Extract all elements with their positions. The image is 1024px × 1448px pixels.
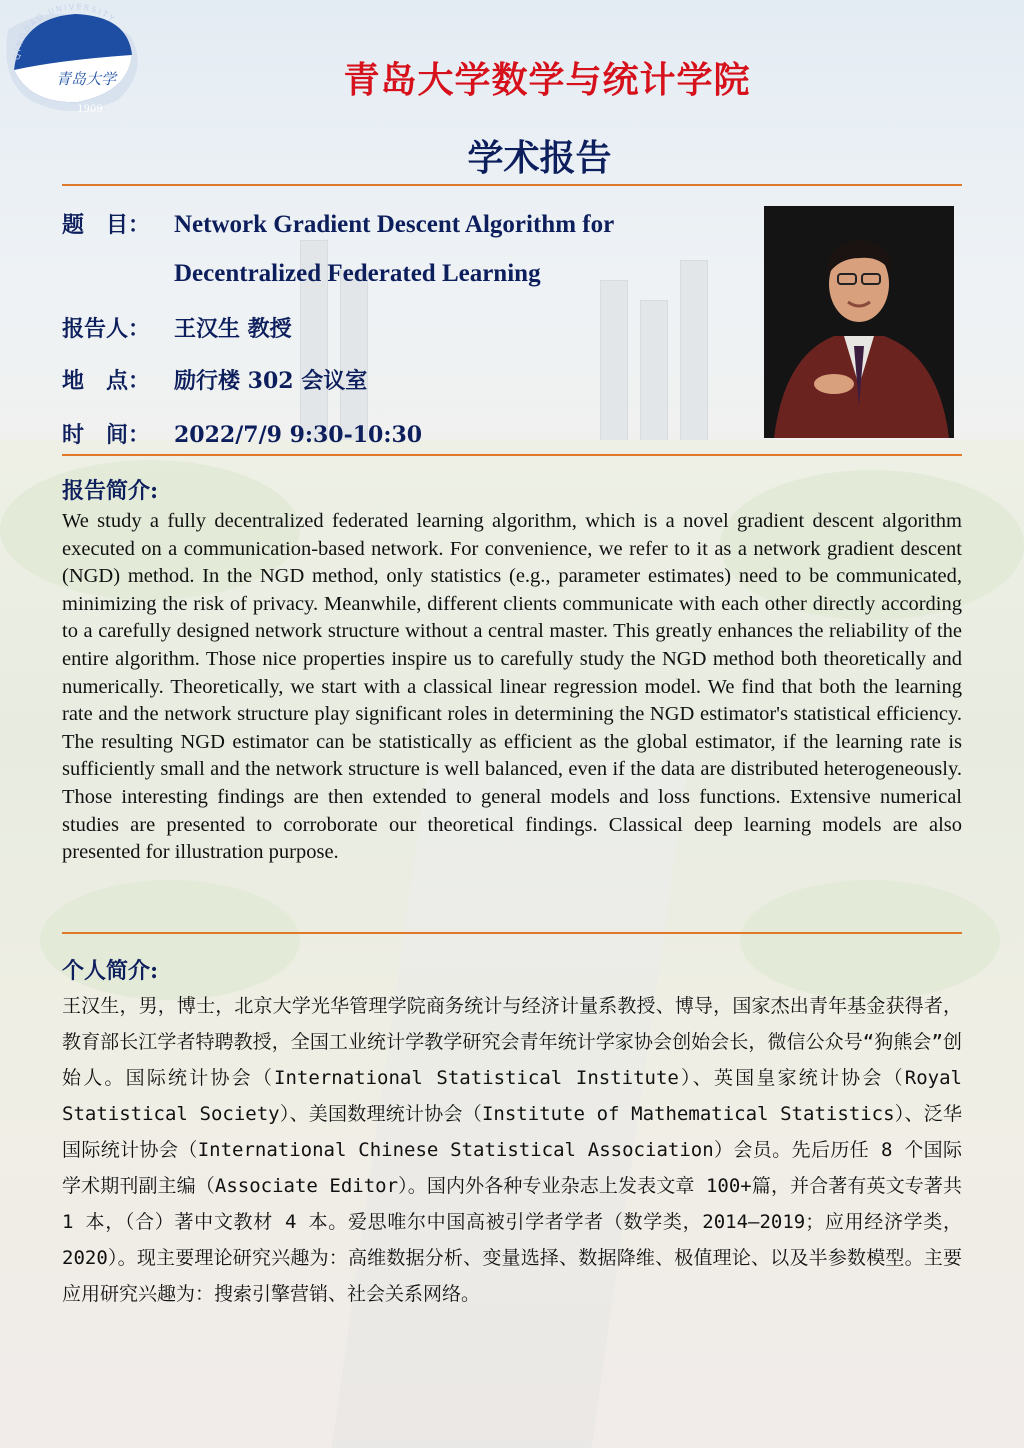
talk-title-row bbox=[62, 208, 614, 239]
divider-bottom bbox=[62, 932, 962, 934]
college-title: 青岛大学数学与统计学院 bbox=[343, 59, 751, 101]
speaker-name: 王汉生 教授 bbox=[174, 316, 292, 342]
event-type-title: 学术报告 bbox=[467, 137, 612, 179]
logo-year: 1909 bbox=[77, 104, 103, 115]
bio-text: 王汉生，男，博士，北京大学光华管理学院商务统计与经济计量系教授、博导，国家杰出青年基金获得者，教育部长江学者特聘教授，全国工业统计学教学研究会青年统计学家协会创始会长，微信公众号“狗熊会”创始人。国际统计协会（International Statistical Institute）、英国皇家统计协会（Royal Statistical Society）、美国数理统计协会（Institute of Mathematical Statistics）、泛华国际统计协会（International Chinese Statistical Association）会员。先后历任 8 个国际学术期刊副主编（Associate Editor）。国内外各种专业杂志上发表文章 100+篇，并合著有英文专著共 1 本，（合）著中文教材 4 本。爱思唯尔中国高被引学者学者（数学类，2014—2019；应用经济学类，2020）。现主要理论研究兴趣为：高维数据分析、变量选择、数据降维、极值理论、以及半参数模型。主要应用研究兴趣为：搜索引擎营销、社会关系网络。 bbox=[62, 995, 962, 1305]
speaker-photo bbox=[764, 206, 954, 438]
time-row bbox=[62, 418, 422, 449]
divider-top bbox=[62, 184, 962, 186]
venue-value: 励行楼 302 会议室 bbox=[174, 368, 368, 394]
time-label: 时 间： bbox=[62, 422, 151, 448]
logo-ring-text: QINGDAO UNIVERSITY bbox=[12, 2, 118, 61]
time-value: 2022/7/9 9:30-10:30 bbox=[174, 422, 423, 448]
bio-heading: 个人简介: bbox=[62, 958, 159, 984]
talk-title-row-2 bbox=[174, 260, 541, 288]
venue-label: 地 点： bbox=[62, 368, 151, 394]
divider-middle bbox=[62, 454, 962, 456]
talk-title-line2: Decentralized Federated Learning bbox=[174, 260, 541, 287]
abstract-text: We study a fully decentralized federated learning algorithm, which is a novel gradient descent algorithm executed on a communication-based network. For convenience, we refer to it as a network gradient descent (NGD) method. In the NGD method, only statistics (e.g., parameter estimates) need to be communicated, minimizing the risk of privacy. Meanwhile, different clients communicate with each other directly according to a carefully designed network structure without a central master. This greatly enhances the reliability of the entire algorithm. Those nice properties inspire us to carefully study the NGD method both theoretically and numerically. Theoretically, we start with a classical linear regression model. We find that both the learning rate and the network structure play significant roles in determining the NGD estimator's statistical efficiency. The resulting NGD estimator can be statistically as efficient as the global estimator, if the learning rate is sufficiently small and the network structure is well balanced, even if the data are distributed heterogeneously. Those interesting findings are then extended to general models and loss functions. Extensive numerical studies are presented to corroborate our theoretical findings. Classical deep learning models are also presented for illustration purpose. bbox=[62, 510, 962, 864]
talk-title-label: 题 目： bbox=[62, 212, 151, 238]
speaker-label: 报告人： bbox=[62, 316, 151, 342]
talk-title-line1: Network Gradient Descent Algorithm for bbox=[174, 211, 615, 238]
venue-row bbox=[62, 364, 367, 395]
abstract-heading: 报告简介: bbox=[62, 478, 159, 504]
speaker-row bbox=[62, 312, 292, 343]
logo-text: 青岛大学 bbox=[55, 70, 117, 88]
